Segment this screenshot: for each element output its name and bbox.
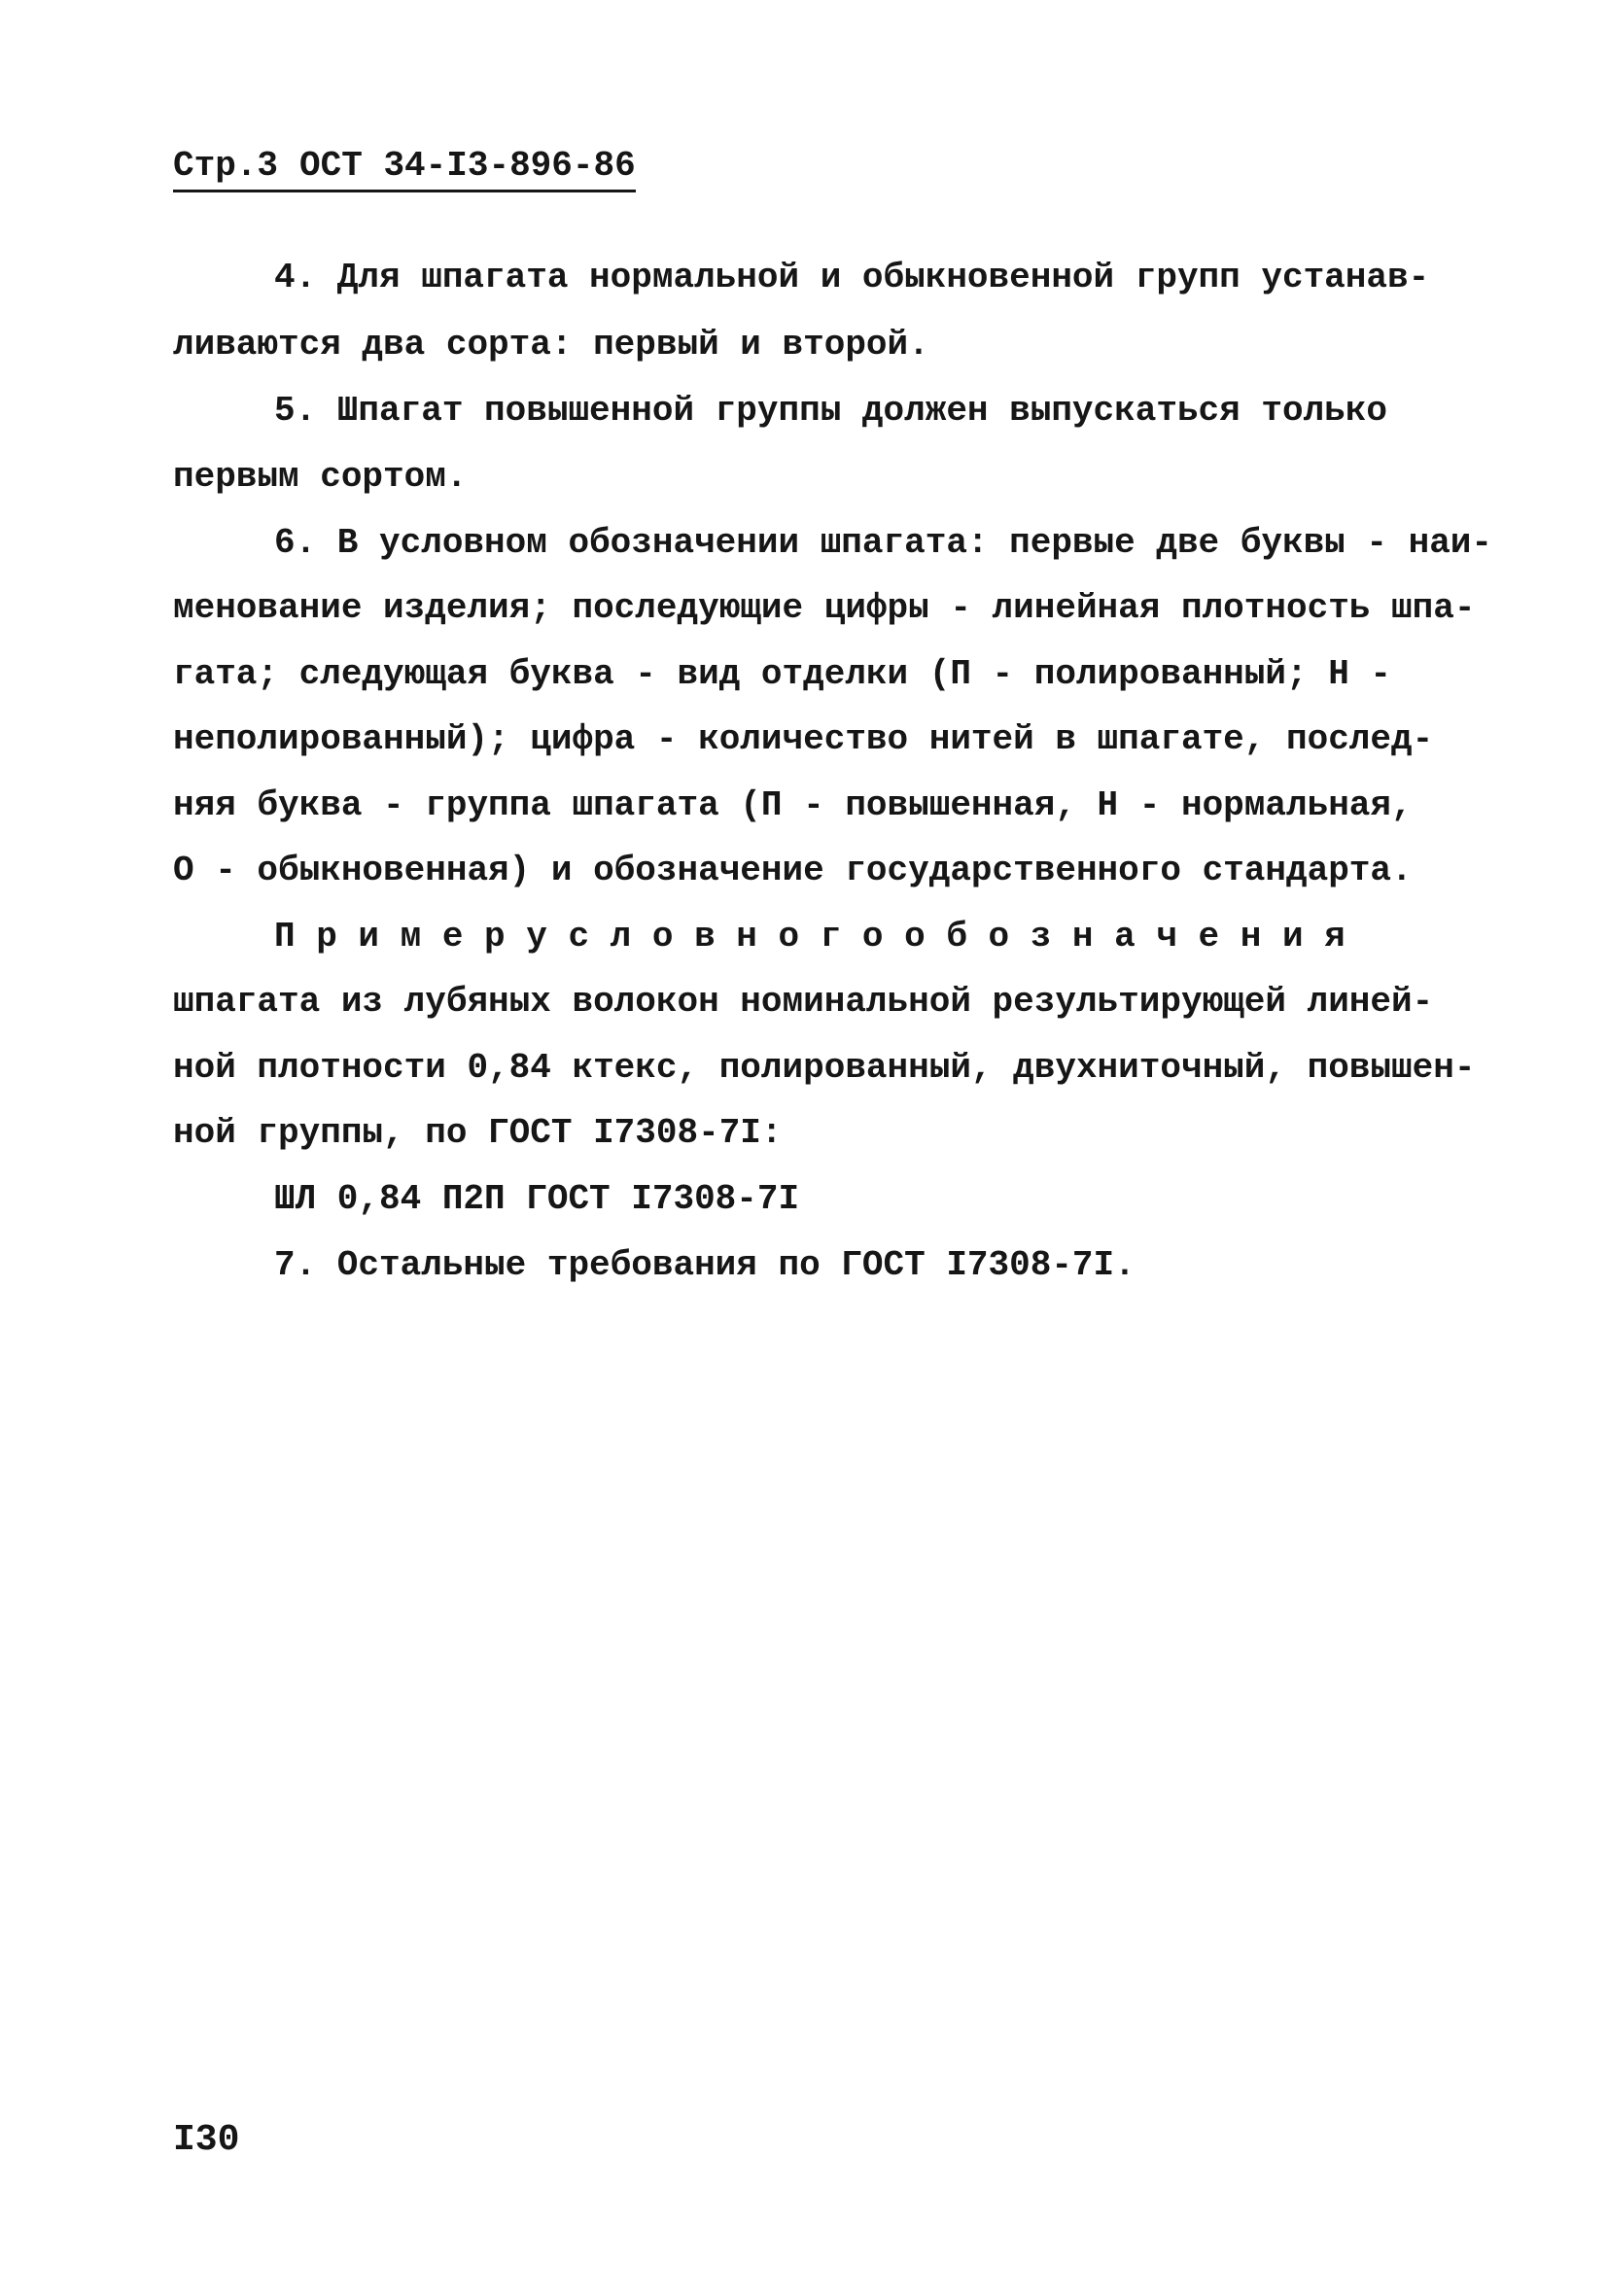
text-line-14: ной группы, по ГОСТ I7308-7I:: [173, 1113, 783, 1153]
page-header: [173, 146, 636, 192]
example-heading: П р и м е р у с л о в н о г о о б о з н а ч е н и я: [274, 917, 1346, 957]
text-line-8: неполированный); цифра - количество нитей в шпагате, послед-: [173, 719, 1434, 759]
text-line-4: первым сортом.: [173, 457, 468, 497]
page-number: I30: [173, 2119, 240, 2161]
text-line-3: 5. Шпагат повышенной группы должен выпускаться только: [274, 391, 1387, 431]
text-line-12: шпагата из лубяных волокон номинальной результирующей линей-: [173, 982, 1434, 1022]
text-line-6: менование изделия; последующие цифры - линейная плотность шпа-: [173, 588, 1476, 628]
header-doc-number: ОСТ 34-I3-896-86: [299, 146, 636, 186]
text-line-2: ливаются два сорта: первый и второй.: [173, 325, 929, 365]
text-line-9: няя буква - группа шпагата (П - повышенная, Н - нормальная,: [173, 785, 1413, 825]
text-line-16: 7. Остальные требования по ГОСТ I7308-7I.: [274, 1245, 1136, 1285]
header-page-label: Стр.3: [173, 146, 279, 186]
text-line-10: О - обыкновенная) и обозначение государственного стандарта.: [173, 851, 1413, 890]
text-line-5: 6. В условном обозначении шпагата: первые две буквы - наи-: [274, 523, 1493, 563]
text-line-1: 4. Для шпагата нормальной и обыкновенной групп устанав-: [274, 258, 1430, 297]
example-designation: ШЛ 0,84 П2П ГОСТ I7308-7I: [274, 1179, 800, 1219]
text-line-13: ной плотности 0,84 ктекс, полированный, двухниточный, повышен-: [173, 1048, 1476, 1088]
text-line-7: гата; следующая буква - вид отделки (П - полированный; Н -: [173, 654, 1392, 694]
